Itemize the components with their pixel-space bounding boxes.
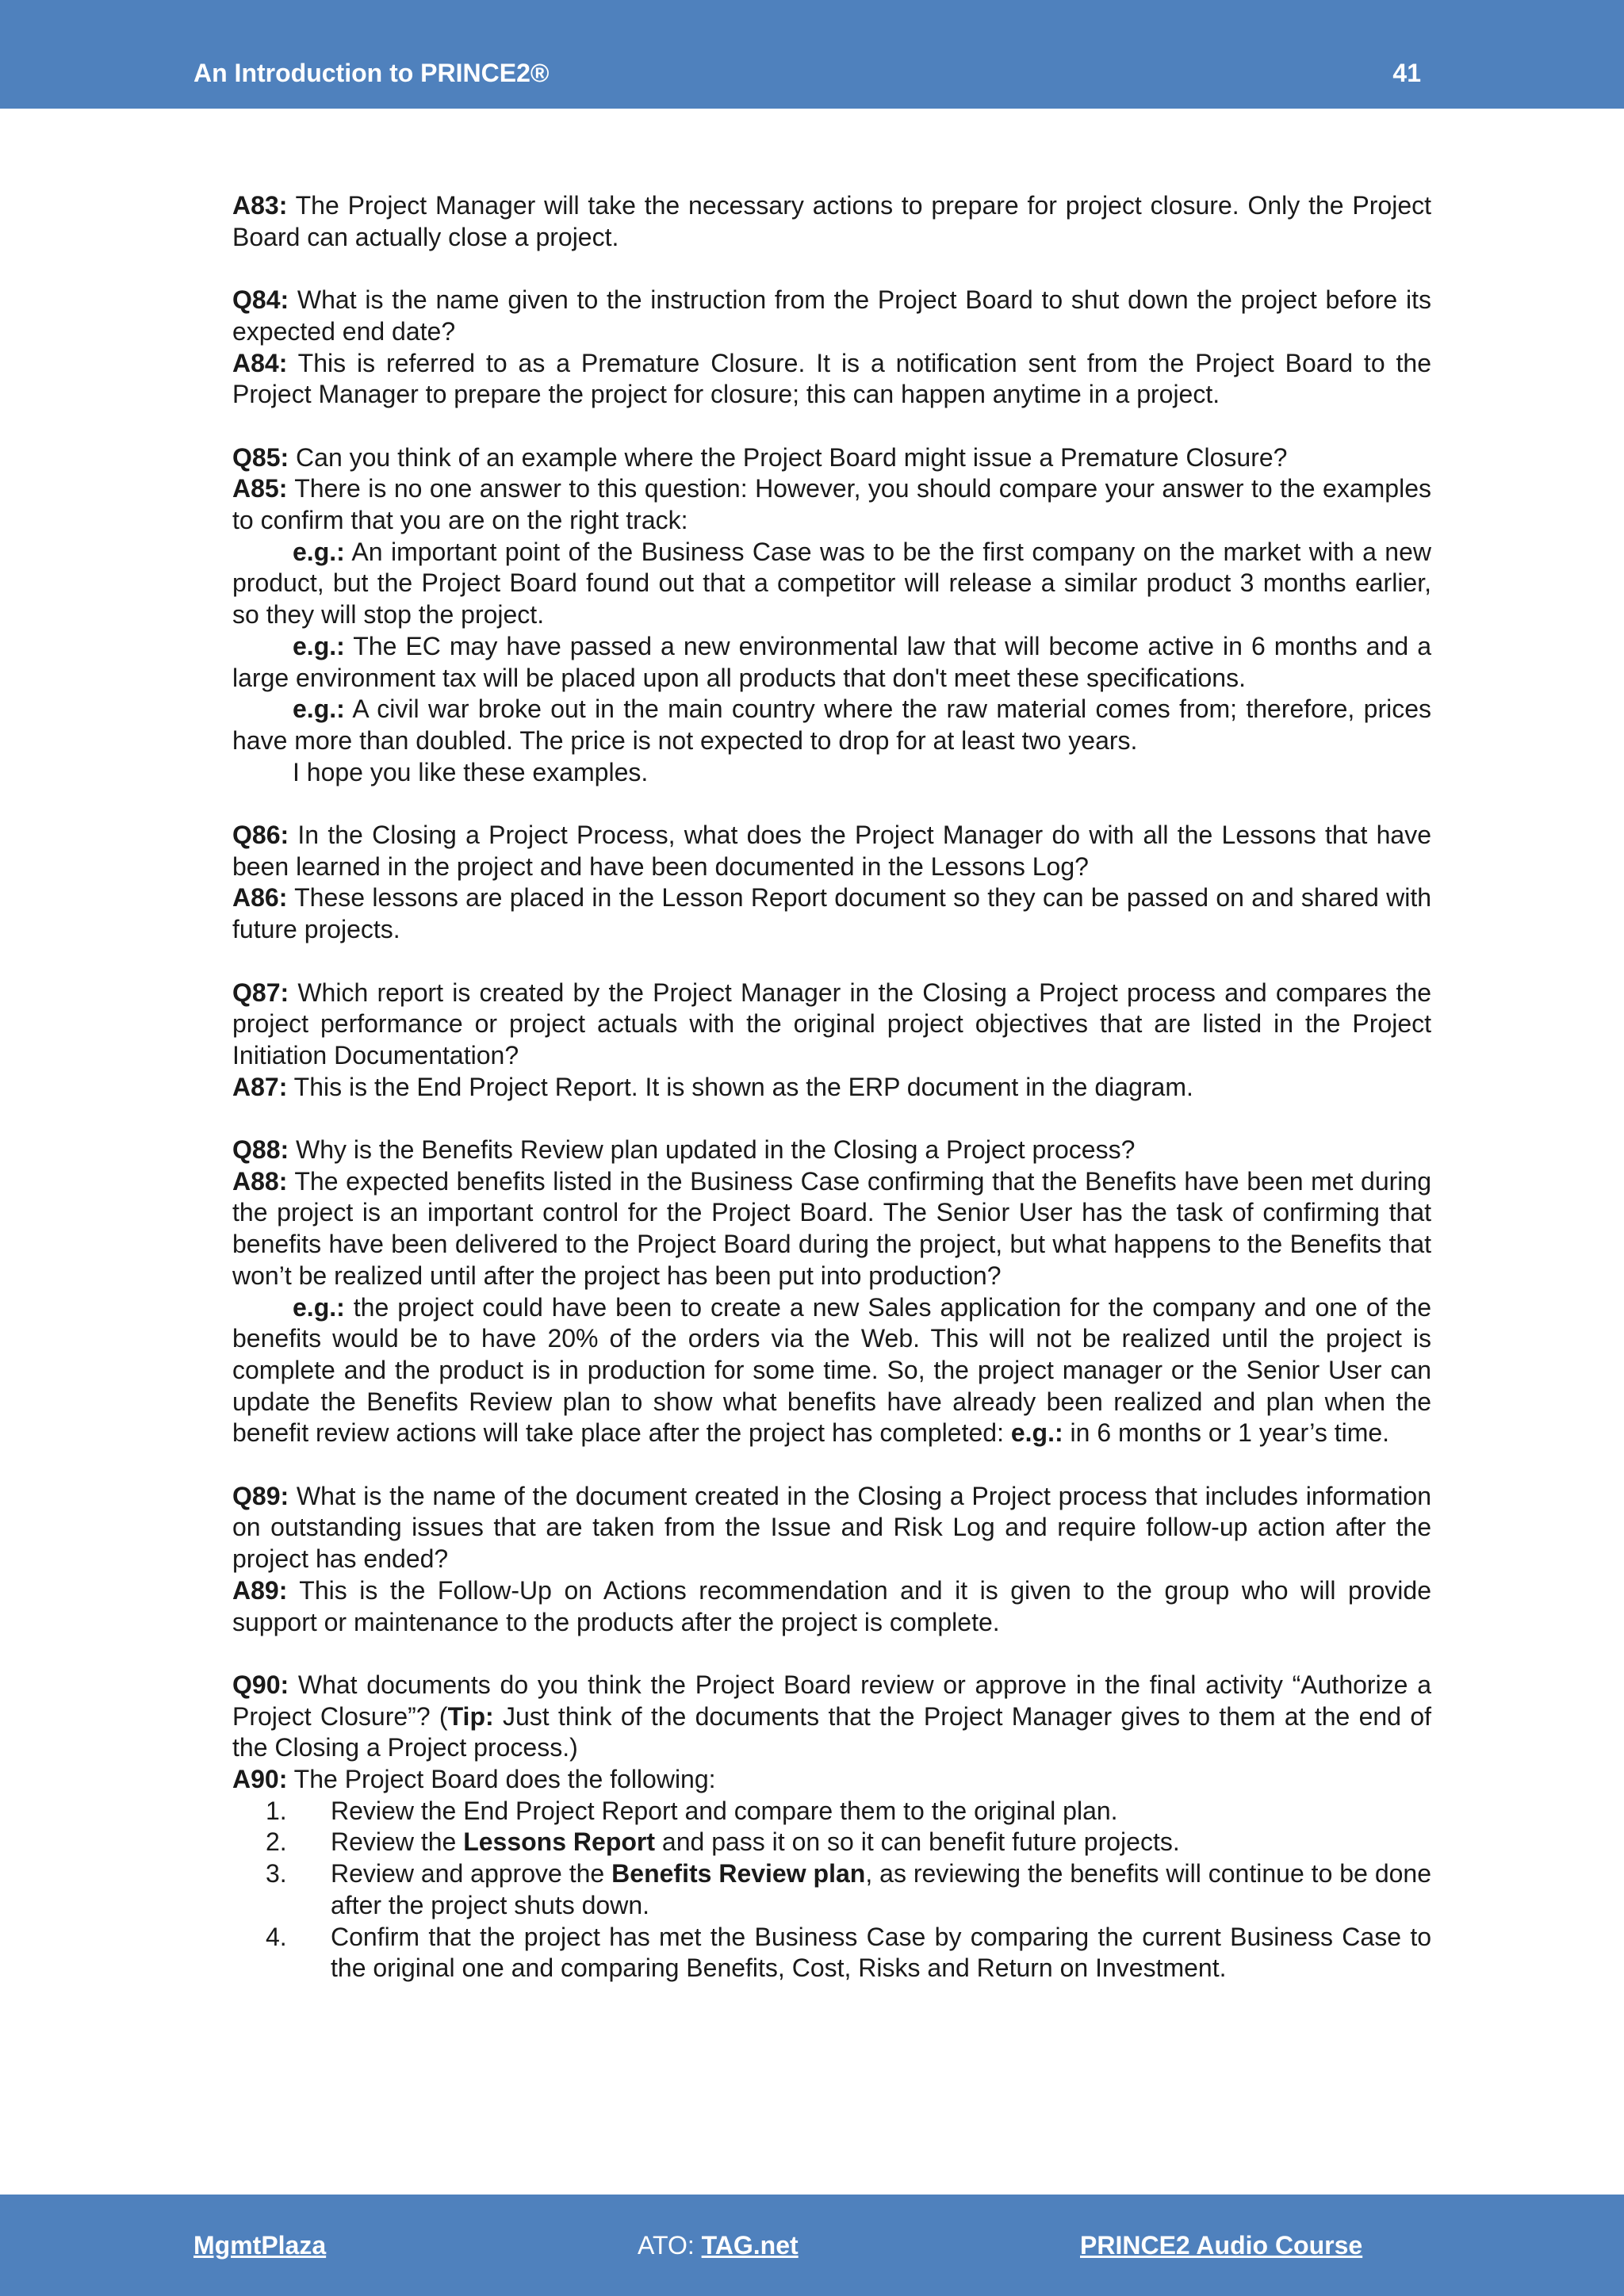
question-label: Q86: (232, 821, 289, 850)
example-text: the project could have been to create a new Sales application for the company and one of the benefits would be to have 20% of the orders via the Web. This will not be realized until the project is complete and the product is in production for some time. So, the project manager or the Senior User can update the Benefits Review plan to show what benefits have already been realized and plan when the benefit review actions will take place after the project has completed: (232, 1292, 1431, 1448)
example-paragraph (232, 631, 1431, 694)
tip-label: Tip: (447, 1701, 494, 1731)
item-bold: Benefits Review plan (611, 1859, 866, 1888)
example-paragraph (232, 1292, 1431, 1450)
answer-85 (232, 473, 1431, 536)
list-number: 3. (266, 1859, 287, 1888)
qa-content (232, 190, 1431, 1984)
list-item (266, 1922, 1431, 1984)
answer-text: The expected benefits listed in the Business Case confirming that the Benefits have been met during the project is an important control for the Project Board. The Senior User has the task of confirming that benefits have been delivered to the Project Board during the project, but what happens to the Benefits that won’t be realized until after the project has been put into production? (232, 1166, 1431, 1290)
footer-left (193, 2229, 326, 2261)
ato-prefix: ATO: (638, 2231, 702, 2260)
answer-text: This is the Follow-Up on Actions recommendation and it is given to the group who will provide support or maintenance to the products after the project is complete. (232, 1575, 1431, 1636)
answer-label: A84: (232, 348, 288, 377)
answer-label: A89: (232, 1575, 288, 1605)
question-label: Q90: (232, 1670, 289, 1699)
item-text: Review the End Project Report and compare them to the original plan. (331, 1796, 1118, 1825)
document-title: An Introduction to PRINCE2® (193, 59, 550, 87)
answer-label: A83: (232, 191, 288, 220)
answer-text: This is the End Project Report. It is shown as the ERP document in the diagram. (287, 1072, 1193, 1101)
question-85 (232, 442, 1431, 474)
answer-83 (232, 190, 1431, 253)
mgmtplaza-link[interactable]: MgmtPlaza (193, 2231, 327, 2260)
list-item (266, 1858, 1432, 1921)
item-text: Review the (331, 1827, 464, 1857)
answer-text: This is referred to as a Premature Closure. It is a notification sent from the Project Board to the Project Manager to prepare the project for closure; this can happen anytime in a project. (232, 348, 1431, 409)
question-label: Q88: (232, 1135, 289, 1165)
list-number: 2. (266, 1827, 287, 1857)
question-label: Q89: (232, 1481, 289, 1510)
example-paragraph (232, 694, 1431, 756)
item-text-end: , as reviewing the benefits will continue to be done after the project shuts down. (331, 1859, 1432, 1919)
question-90 (232, 1670, 1431, 1764)
list-item (266, 1827, 1431, 1858)
example-label: e.g.: (293, 1292, 345, 1322)
answer-text: The Project Board does the following: (287, 1765, 716, 1794)
answer-89 (232, 1575, 1431, 1638)
question-text: Which report is created by the Project Manager in the Closing a Project process and compares the project performance or project actuals with the original project objectives that are listed in the Project Initiation Documentation? (232, 978, 1431, 1070)
answer-88 (232, 1166, 1431, 1292)
example-text: A civil war broke out in the main country where the raw material comes from; therefore, prices have more than doubled. The price is not expected to drop for at least two years. (232, 695, 1431, 755)
example-text: The EC may have passed a new environmental law that will become active in 6 months and a large environment tax will be placed upon all products that don't meet these specifications. (232, 631, 1431, 692)
example-label: e.g.: (293, 537, 345, 566)
question-text: What is the name of the document created in the Closing a Project process that includes information on outstanding issues that are taken from the Issue and Risk Log and require follow-up action after the project has ended? (232, 1481, 1431, 1574)
example-label: e.g.: (293, 631, 345, 660)
page-number: 41 (1392, 59, 1421, 87)
question-88 (232, 1135, 1431, 1166)
answer-label: A87: (232, 1072, 288, 1101)
example-text: An important point of the Business Case was to be the first company on the market with a new product, but the Project Board found out that a competitor will release a similar product 3 months earlier, so they will stop the project. (232, 537, 1431, 629)
example-paragraph (232, 537, 1431, 631)
question-84 (232, 285, 1431, 347)
item-text: Review and approve the (331, 1859, 612, 1888)
footer-middle (638, 2229, 799, 2261)
example-label: e.g.: (1010, 1418, 1063, 1448)
question-text: Why is the Benefits Review plan updated in the Closing a Project process? (289, 1135, 1136, 1165)
question-label: Q84: (232, 285, 289, 315)
question-text: What is the name given to the instruction from the Project Board to shut down the project before its expected end date? (232, 285, 1431, 346)
answer-label: A88: (232, 1166, 288, 1196)
answer-86 (232, 882, 1431, 945)
question-text: Can you think of an example where the Project Board might issue a Premature Closure? (289, 442, 1288, 472)
board-actions-list (232, 1796, 1431, 1984)
page-header (0, 0, 1624, 109)
tip-text: Just think of the documents that the Project Manager gives to them at the end of the Closing a Project process.) (232, 1701, 1432, 1762)
answer-84 (232, 348, 1431, 411)
example-text: in 6 months or 1 year’s time. (1063, 1418, 1390, 1448)
answer-label: A85: (232, 474, 288, 503)
answer-text: The Project Manager will take the necessary actions to prepare for project closure. Only the Project Board can actually close a project. (232, 191, 1431, 251)
footer-right (1080, 2229, 1362, 2261)
question-label: Q85: (232, 442, 289, 472)
answer-text: There is no one answer to this question: However, you should compare your answer to the examples to confirm that you are on the right track: (232, 474, 1431, 534)
item-text: Confirm that the project has met the Business Case by comparing the current Business Case to the original one and comparing Benefits, Cost, Risks and Return on Investment. (331, 1922, 1431, 1983)
question-label: Q87: (232, 978, 289, 1007)
answer-90 (232, 1764, 1431, 1796)
question-89 (232, 1481, 1431, 1575)
question-text: What documents do you think the Project Board review or approve in the final activity “Authorize a Project Closure”? ( (232, 1670, 1431, 1731)
item-text-end: and pass it on so it can benefit future projects. (655, 1827, 1180, 1857)
example-label: e.g.: (293, 695, 345, 724)
answer-87 (232, 1072, 1431, 1104)
question-87 (232, 978, 1431, 1072)
answer-text: These lessons are placed in the Lesson Report document so they can be passed on and shared with future projects. (232, 883, 1431, 944)
audio-course-link[interactable]: PRINCE2 Audio Course (1080, 2231, 1363, 2260)
answer-label: A86: (232, 883, 288, 913)
page-footer (0, 2195, 1624, 2296)
item-bold: Lessons Report (463, 1827, 656, 1857)
list-item (266, 1796, 1431, 1827)
question-text: In the Closing a Project Process, what does the Project Manager do with all the Lessons that have been learned in the project and have been documented in the Lessons Log? (232, 821, 1431, 881)
question-86 (232, 820, 1431, 882)
closing-remark: I hope you like these examples. (293, 757, 649, 786)
list-number: 1. (266, 1796, 287, 1825)
answer-label: A90: (232, 1765, 288, 1794)
list-number: 4. (266, 1922, 287, 1951)
tag-net-link[interactable]: TAG.net (701, 2231, 799, 2260)
